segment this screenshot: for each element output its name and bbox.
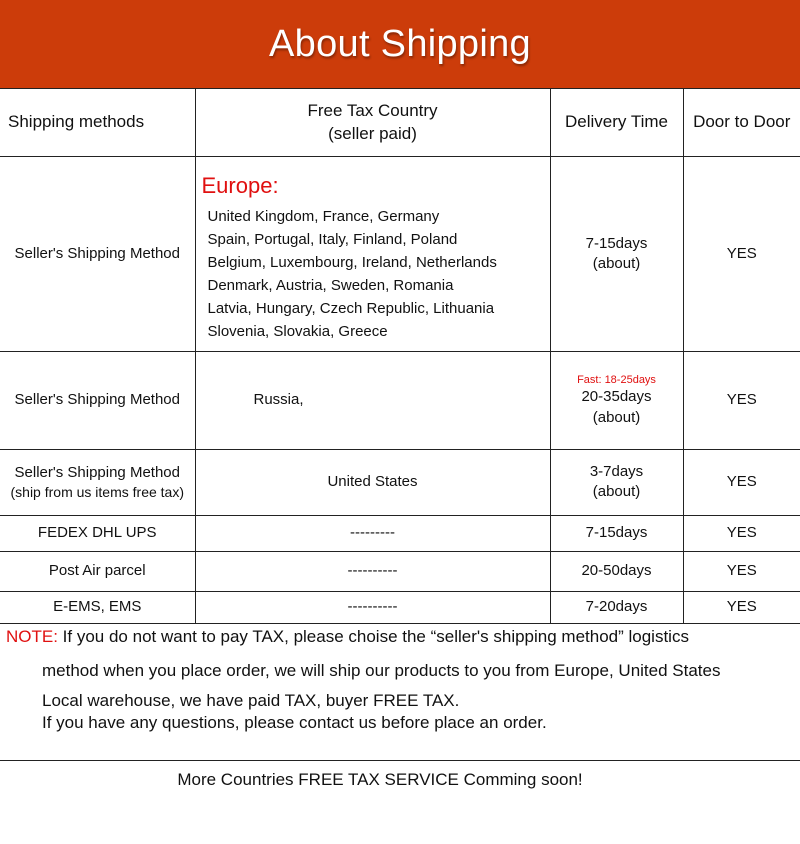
page-title: About Shipping — [269, 22, 531, 65]
fast-delivery-label: Fast: 18-25days — [577, 373, 656, 386]
header-door-to-door: Door to Door — [683, 89, 800, 157]
row-door: YES — [683, 591, 800, 623]
row-delivery-time — [550, 157, 683, 352]
row-method — [0, 449, 195, 515]
row-method: Post Air parcel — [0, 551, 195, 591]
note-line-3: Local warehouse, we have paid TAX, buyer FREE TAX. — [42, 691, 460, 710]
time-about: (about) — [592, 254, 641, 272]
note-line-1 — [6, 626, 689, 649]
country-line: Slovenia, Slovakia, Greece — [207, 322, 388, 340]
row-country: Russia, — [195, 351, 550, 449]
header-country-line2: (seller paid) — [328, 123, 417, 143]
row-delivery-time: 7-20days — [550, 591, 683, 623]
row-country: ---------- — [195, 551, 550, 591]
row-delivery-time — [550, 351, 683, 449]
row-door: YES — [683, 551, 800, 591]
table-row — [0, 157, 800, 352]
note-section — [0, 618, 800, 761]
method-line2: (ship from us items free tax) — [10, 483, 184, 500]
time-about: (about) — [592, 408, 641, 426]
row-door: YES — [683, 449, 800, 515]
row-door: YES — [683, 515, 800, 551]
europe-title: Europe: — [201, 173, 279, 198]
table-header-row — [0, 89, 800, 157]
header-shipping-methods: Shipping methods — [0, 89, 195, 157]
row-door: YES — [683, 157, 800, 352]
country-line: Latvia, Hungary, Czech Republic, Lithuania — [207, 299, 495, 317]
time-value: 7-15days — [585, 234, 648, 252]
time-about: (about) — [592, 483, 641, 501]
table-row — [0, 351, 800, 449]
table-row — [0, 449, 800, 515]
row-delivery-time: 7-15days — [550, 515, 683, 551]
row-country: ---------- — [195, 591, 550, 623]
row-method: FEDEX DHL UPS — [0, 515, 195, 551]
row-delivery-time — [550, 449, 683, 515]
country-line: United Kingdom, France, Germany — [207, 207, 440, 225]
method-line1: Seller's Shipping Method — [14, 463, 180, 481]
row-country: United States — [195, 449, 550, 515]
row-method: Seller's Shipping Method — [0, 157, 195, 352]
table-row — [0, 551, 800, 591]
banner — [0, 0, 800, 88]
header-free-tax-country — [195, 89, 550, 157]
row-country: --------- — [195, 515, 550, 551]
shipping-table — [0, 88, 800, 624]
table-row — [0, 515, 800, 551]
note-line-4: If you have any questions, please contact us before place an order. — [42, 713, 547, 732]
country-line: Belgium, Luxembourg, Ireland, Netherlands — [207, 253, 497, 271]
note-line-2: method when you place order, we will ship our products to you from Europe, United States — [42, 661, 721, 680]
header-delivery-time: Delivery Time — [550, 89, 683, 157]
row-method: E-EMS, EMS — [0, 591, 195, 623]
header-country-line1: Free Tax Country — [307, 100, 438, 120]
footer-text: More Countries FREE TAX SERVICE Comming soon! — [177, 770, 583, 789]
row-method: Seller's Shipping Method — [0, 351, 195, 449]
country-line: Denmark, Austria, Sweden, Romania — [207, 276, 454, 294]
note-text: If you do not want to pay TAX, please choise the “seller's shipping method” logistics — [57, 627, 689, 646]
time-value: 20-35days — [581, 388, 652, 406]
europe-country-cell — [195, 157, 550, 352]
country-line: Spain, Portugal, Italy, Finland, Poland — [207, 230, 458, 248]
row-door: YES — [683, 351, 800, 449]
note-label: NOTE: — [6, 627, 58, 646]
time-value: 3-7days — [589, 462, 644, 480]
row-delivery-time: 20-50days — [550, 551, 683, 591]
